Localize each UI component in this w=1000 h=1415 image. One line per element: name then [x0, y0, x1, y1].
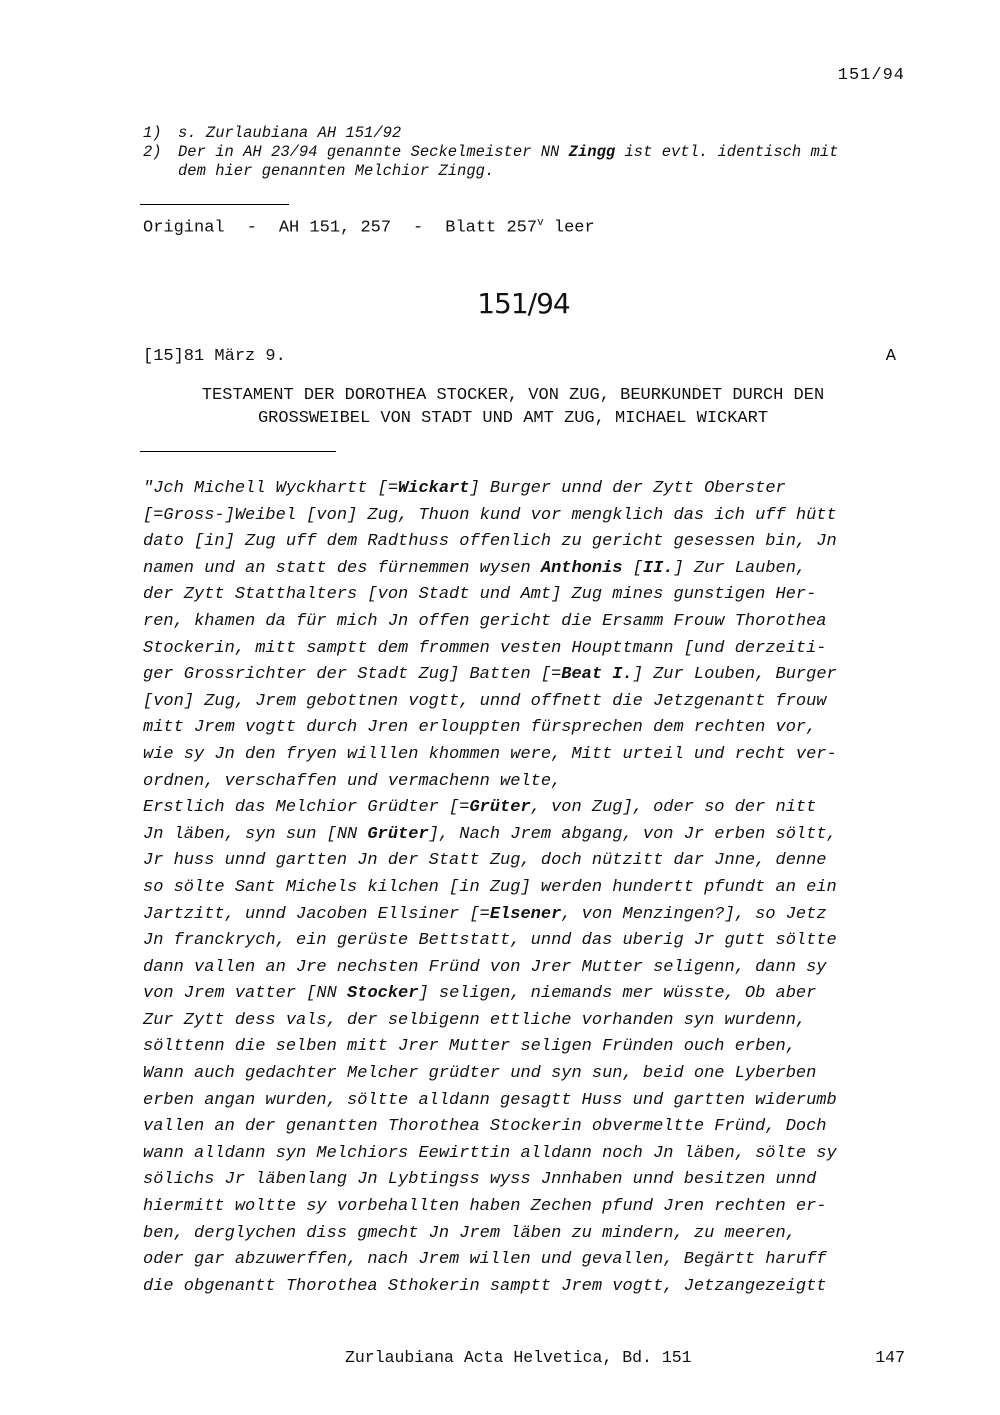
transcription-line: Jn läben, syn sun [NN Grüter], Nach Jrem abgang, von Jr erben söltt, — [143, 824, 837, 844]
transcription-line: wann alldann syn Melchiors Eewirttin alldann noch Jn läben, sölte sy — [143, 1143, 837, 1163]
transcription-line: ger Grossrichter der Stadt Zug] Batten [=Beat I.] Zur Louben, Burger — [143, 665, 837, 685]
transcription-line: [von] Zug, Jrem gebottnen vogtt, unnd offnett die Jetzgenantt frouw — [143, 691, 827, 711]
transcription-line: Erstlich das Melchior Grüdter [=Grüter, von Zug], oder so der nitt — [143, 798, 817, 818]
footnote-2-continuation: dem hier genannten Melchior Zingg. — [178, 162, 495, 180]
transcription-line: namen und an statt des fürnemmen wysen Anthonis [II.] Zur Lauben, — [143, 558, 807, 578]
page-number: 151/94 — [837, 66, 905, 85]
title-divider — [140, 451, 336, 452]
transcription-line: Jr huss unnd gartten Jn der Statt Zug, doch nützitt dar Jnne, denne — [143, 851, 827, 871]
transcription-line: so sölte Sant Michels kilchen [in Zug] werden hundertt pfundt an ein — [143, 877, 837, 897]
footer-page-number: 147 — [875, 1348, 905, 1367]
blatt-superscript: v — [537, 217, 544, 229]
footnote-number: 2) — [143, 143, 162, 161]
transcription-line: von Jrem vatter [NN Stocker] seligen, niemands mer wüsste, Ob aber — [143, 984, 817, 1004]
transcription-line: [=Gross-]Weibel [von] Zug, Thuon kund vor mengklich das ich uff hütt — [143, 505, 837, 525]
document-heading: 151/94 — [477, 287, 570, 320]
original-reference — [143, 217, 595, 238]
document-date: [15]81 März 9. — [143, 347, 286, 366]
blatt-suffix: leer — [553, 218, 595, 238]
footnote-2 — [143, 143, 838, 161]
transcription-line: dato [in] Zug uff dem Radthuss offenlich zu gericht gesessen bin, Jn — [143, 532, 837, 552]
transcription-line: oder gar abzuwerffen, nach Jrem willen und gevallen, Begärtt haruff — [143, 1250, 827, 1270]
transcription-line: vallen an der genantten Thorothea Stockerin obvermeltte Fründ, Doch — [143, 1117, 827, 1137]
transcription-line: Stockerin, mitt samptt dem frommen vesten Houpttmann [und derzeiti- — [143, 638, 827, 658]
footnote-text: s. Zurlaubiana AH 151/92 — [178, 124, 402, 142]
transcription-line: ordnen, verschaffen und vermachenn welte, — [143, 771, 562, 791]
document-letter: A — [885, 347, 896, 366]
blatt-prefix: Blatt 257 — [445, 218, 538, 238]
transcription-line: hiermitt woltte sy vorbehallten haben Zechen pfund Jren rechten er- — [143, 1197, 827, 1217]
footnote-number: 1) — [143, 124, 162, 142]
footnote-text: Der in AH 23/94 genannte Seckelmeister NN Zingg ist evtl. identisch mit — [178, 143, 839, 161]
transcription-line: mitt Jrem vogtt durch Jren erlouppten fürsprechen dem rechten vor, — [143, 718, 817, 738]
document-title-line-2: GROSSWEIBEL VON STADT UND AMT ZUG, MICHAEL WICKART — [257, 409, 769, 428]
transcription-line: "Jch Michell Wyckhartt [=Wickart] Burger unnd der Zytt Oberster — [143, 479, 786, 498]
transcription-line: ben, derglychen diss gmecht Jn Jrem läben zu mindern, zu meeren, — [143, 1223, 796, 1243]
footnote-1 — [143, 124, 401, 142]
footnote-divider — [140, 204, 289, 205]
transcription-line: dann vallen an Jre nechsten Fründ von Jrer Mutter seligenn, dann sy — [143, 957, 827, 977]
transcription-body — [143, 476, 903, 1300]
original-dash: - — [413, 218, 424, 238]
transcription-line: wie sy Jn den fryen willlen khommen were, Mitt urteil und recht ver- — [143, 744, 837, 764]
transcription-line: Wann auch gedachter Melcher grüdter und syn sun, beid one Lyberben — [143, 1064, 817, 1084]
transcription-line: sölichs Jr läbenlang Jn Lybtingss wyss Jnnhaben unnd besitzen unnd — [143, 1170, 817, 1190]
transcription-line: Jartzitt, unnd Jacoben Ellsiner [=Elsener, von Menzingen?], so Jetz — [143, 904, 827, 924]
document-title-line-1: TESTAMENT DER DOROTHEA STOCKER, VON ZUG, BEURKUNDET DURCH DEN — [201, 386, 825, 405]
transcription-line: Zur Zytt dess vals, der selbigenn ettliche vorhanden syn wurdenn, — [143, 1010, 807, 1030]
transcription-line: der Zytt Statthalters [von Stadt und Amt] Zug mines gunstigen Her- — [143, 585, 817, 605]
footer-source: Zurlaubiana Acta Helvetica, Bd. 151 — [345, 1348, 692, 1367]
transcription-line: sölttenn die selben mitt Jrer Mutter seligen Fründen ouch erben, — [143, 1037, 796, 1057]
transcription-line: Jn franckrych, ein gerüste Bettstatt, unnd das uberig Jr gutt söltte — [143, 931, 837, 951]
transcription-line: die obgenantt Thorothea Sthokerin samptt Jrem vogtt, Jetzangezeigtt — [143, 1276, 827, 1296]
original-label: Original — [143, 218, 225, 238]
original-dash: - — [246, 218, 257, 238]
transcription-line: ren, khamen da für mich Jn offen gericht die Ersamm Frouw Thorothea — [143, 611, 827, 631]
transcription-line: erben angan wurden, söltte alldann gesagtt Huss und gartten widerumb — [143, 1090, 837, 1110]
archive-reference: AH 151, 257 — [278, 218, 392, 238]
